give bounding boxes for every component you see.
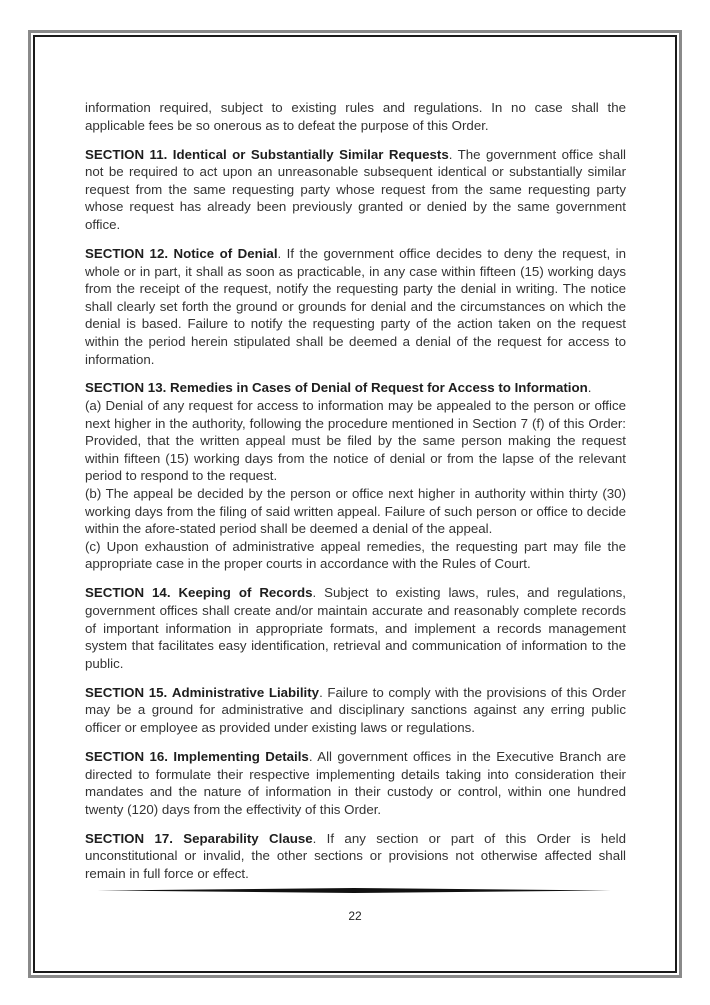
- section-13: [85, 379, 626, 573]
- intro-paragraph: information required, subject to existing rules and regulations. In no case shall the applicable fees be so onerous as to defeat the purpose of this Order.: [85, 100, 626, 133]
- section-body: . If the government office decides to deny the request, in whole or in part, it shall as soon as practicable, in any case within fifteen (15) working days from the receipt of the request, notify the requesting party the denial in writing. The notice shall clearly set forth the ground or grounds for denial and the circumstances on which the denial is based. Failure to notify the requesting party of the action taken on the request within the period herein stipulated shall be deemed a denial of the request for access to information.: [85, 245, 627, 367]
- document-body: [85, 99, 626, 894]
- section-title: Administrative Liability: [171, 684, 320, 700]
- section-body: . The government office shall not be required to act upon an unreasonable subsequent identical or substantially similar request from the same requesting party whose request from the same requesting party whose request has already been previously granted or denied by the same government office.: [85, 146, 626, 232]
- section-13-item-c: (c) Upon exhaustion of administrative appeal remedies, the requesting part may file the appropriate case in the proper courts in accordance with the Rules of Court.: [85, 538, 626, 572]
- page-number: 22: [348, 909, 362, 923]
- section-number: SECTION 12.: [85, 245, 169, 261]
- section-14: [85, 584, 626, 672]
- section-number: SECTION 16.: [85, 748, 168, 764]
- footer-divider: [97, 888, 611, 893]
- section-title: Keeping of Records: [178, 585, 313, 601]
- section-11: [85, 146, 626, 234]
- section-body: . All government offices in the Executive Branch are directed to formulate their respective implementing details taking into consideration their mandates and the nature of information in their custody or control, within one hundred twenty (120) days from the effectivity of this Order.: [85, 748, 626, 817]
- section-title: Implementing Details: [173, 748, 309, 764]
- section-13-item-a: (a) Denial of any request for access to information may be appealed to the person or office next higher in the authority, following the procedure mentioned in Section 7 (f) of this Order: Provided, that the written appeal must be filed by the same person making the request within fifteen (15) working days from the notice of denial or from the lapse of the relevant period to respond to the request.: [85, 398, 626, 484]
- section-16: [85, 748, 626, 818]
- section-title: Identical or Substantially Similar Requests: [172, 146, 449, 162]
- section-title: Notice of Denial: [173, 245, 278, 261]
- section-17: [85, 830, 626, 883]
- section-title: Remedies in Cases of Denial of Request for Access to Information: [169, 380, 588, 396]
- section-number: SECTION 11.: [85, 146, 168, 162]
- section-15: [85, 684, 626, 737]
- section-number: SECTION 14.: [85, 585, 171, 601]
- section-number: SECTION 15.: [85, 684, 168, 700]
- section-12: [85, 245, 626, 368]
- section-body: . Failure to comply with the provisions of this Order may be a ground for administrative and disciplinary sanctions against any erring public officer or employee as provided under existing laws or regulations.: [85, 684, 626, 735]
- section-13-item-b: (b) The appeal be decided by the person or office next higher in authority within thirty (30) working days from the filing of said written appeal. Failure of such person or office to decide within the afore-stated period shall be deemed a denial of the appeal.: [85, 486, 626, 537]
- section-body: . Subject to existing laws, rules, and regulations, government offices shall create and/or maintain accurate and reasonably complete records of important information in appropriate formats, and implement a records management system that facilitates easy identification, retrieval and communication of information to the public.: [85, 585, 626, 671]
- section-body: . If any section or part of this Order is held unconstitutional or invalid, the other sections or provisions not otherwise affected shall remain in full force or effect.: [85, 830, 627, 881]
- section-number: SECTION 17.: [85, 830, 173, 846]
- section-title: Separability Clause: [183, 830, 313, 846]
- section-body: .: [587, 380, 592, 396]
- section-number: SECTION 13.: [85, 380, 167, 396]
